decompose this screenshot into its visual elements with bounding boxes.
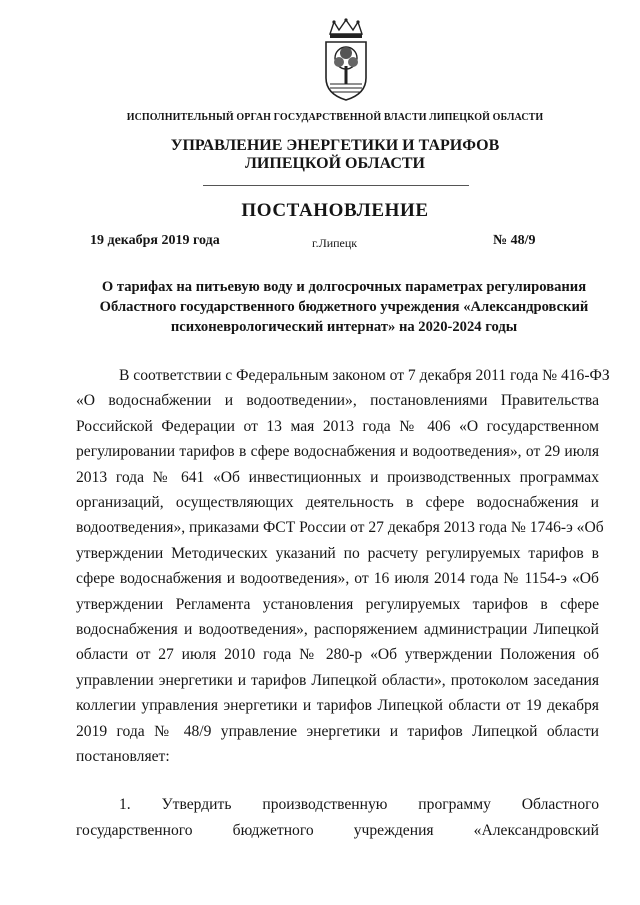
document-number: № 48/9 [493,233,536,248]
department-name-line-1: УПРАВЛЕНИЕ ЭНЕРГЕТИКИ И ТАРИФОВ [170,137,500,154]
body-line: регулировании тарифов в сфере водоснабжения и водоотведения», от 29 июля [76,443,599,461]
body-line: государственного бюджетного учреждения «Александровский [76,822,599,839]
body-line: организаций, осуществляющих деятельность в сфере водоснабжения и [76,494,599,511]
body-line: водоотведения», приказами ФСТ России от 27 декабря 2013 года № 1746-э «Об [76,519,604,537]
body-line: В соответствии с Федеральным законом от 7 декабря 2011 года № 416-ФЗ [119,367,610,384]
coat-of-arms-icon [322,18,370,102]
executive-body-line: ИСПОЛНИТЕЛЬНЫЙ ОРГАН ГОСУДАРСТВЕННОЙ ВЛАСТИ ЛИПЕЦКОЙ ОБЛАСТИ [126,112,544,123]
body-line: 2019 года № 48/9 управление энергетики и тарифов Липецкой области [76,722,599,740]
document-city: г.Липецк [312,236,358,250]
body-line: водоснабжения и водоотведения», распоряжением администрации Липецкой [76,621,599,638]
title-line: Областного государственного бюджетного учреждения «Александровский [99,299,589,315]
body-line: управлении энергетики и тарифов Липецкой области», протоколом заседания [76,671,599,689]
body-line: области от 27 июля 2010 года № 280-р «Об утверждении Положения об [76,646,599,664]
document-title [76,277,612,337]
body-line: «О водоснабжении и водоотведении», постановлениями Правительства [76,392,599,410]
body-line: 2013 года № 641 «Об инвестиционных и производственных программах [76,468,599,486]
title-line: О тарифах на питьевую воду и долгосрочных параметрах регулирования [101,279,587,295]
body-line: Российской Федерации от 13 мая 2013 года № 406 «О государственном [76,417,599,435]
document-type-heading: ПОСТАНОВЛЕНИЕ [241,200,429,221]
body-line: сфере водоснабжения и водоотведения», от 16 июля 2014 года № 1154-э «Об [76,570,599,588]
document-date: 19 декабря 2019 года [90,233,220,248]
body-line: 1. Утвердить производственную программу Областного [119,796,599,813]
title-line: психоневрологический интернат» на 2020-2024 годы [170,319,518,335]
department-name-line-2: ЛИПЕЦКОЙ ОБЛАСТИ [245,155,425,172]
body-line: постановляет: [76,748,170,765]
body-line: утверждении Методических указаний по расчету регулируемых тарифов в [76,544,599,562]
body-line: утверждении Регламента установления регулируемых тарифов в сфере [76,595,599,613]
header-divider [203,185,469,186]
body-line: коллегии управления энергетики и тарифов Липецкой области от 19 декабря [76,697,599,715]
